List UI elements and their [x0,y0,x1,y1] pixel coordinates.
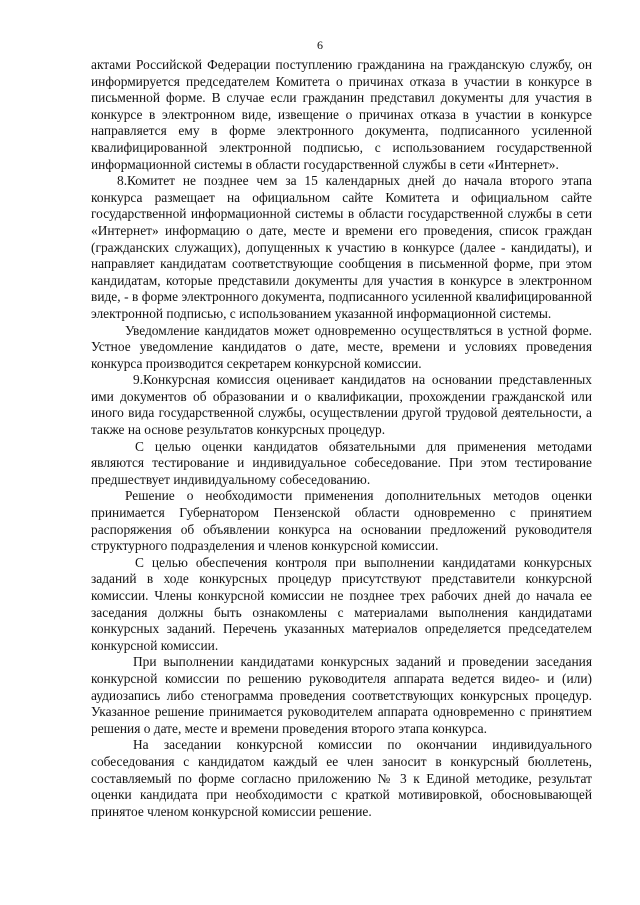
paragraph-notification: Уведомление кандидатов может одновременно осуществляться в устной форме. Устное уведомление кандидатов о дате, месте, времени и условиях проведения конкурса производится секретарем конкурсной комиссии. [91,322,592,371]
document-body [91,57,592,820]
page-number: 6 [317,38,323,52]
paragraph-recording: При выполнении кандидатами конкурсных заданий и проведении заседания конкурсной комиссии по решению руководителя аппарата ведется видео- и (или) аудиозапись либо стенограмма проведения соответствующих конкурсных процедур. Указанное решение принимается руководителем аппарата одновременно с принятием решения о дате, месте и времени проведения второго этапа конкурса. [91,654,592,736]
paragraph-item-9: 9.Конкурсная комиссия оценивает кандидатов на основании представленных ими документов об образовании и о квалификации, прохождении гражданской или иного вида государственной службы, осуществлении другой трудовой деятельности, а также на основе результатов конкурсных процедур. [91,372,592,438]
paragraph-evaluation-methods: С целью оценки кандидатов обязательными для применения методами являются тестирование и индивидуальное собеседование. При этом тестирование предшествует индивидуальному собеседованию. [91,438,592,487]
paragraph-ballot: На заседании конкурсной комиссии по окончании индивидуального собеседования с кандидатом каждый ее член заносит в конкурсный бюллетень, составляемый по форме согласно приложению № 3 к Единой методике, результат оценки кандидата при необходимости с краткой мотивировкой, обосновывающей принятое членом конкурсной комиссии решение. [91,737,592,819]
paragraph-control: С целью обеспечения контроля при выполнении кандидатами конкурсных заданий в ходе конкурсных процедур присутствуют представители конкурсной комиссии. Члены конкурсной комиссии не позднее трех рабочих дней до начала ее заседания должны быть ознакомлены с материалами выполнения кандидатами конкурсных заданий. Перечень указанных материалов определяется председателем конкурсной комиссии. [91,554,592,653]
paragraph-item-8: 8.Комитет не позднее чем за 15 календарных дней до начала второго этапа конкурса размещает на официальном сайте Комитета и официальном сайте государственной информационной системы в области государственной службы в сети «Интернет» информацию о дате, месте и времени его проведения, список граждан (гражданских служащих), допущенных к участию в конкурсе (далее - кандидаты), и направляет кандидатам соответствующие сообщения в письменной форме, при этом кандидатам, которые представили документы для участия в конкурсе в электронном виде, - в форме электронного документа, подписанного усиленной квалифицированной электронной подписью, с использованием указанной информационной системы. [91,173,592,321]
paragraph-continuation: актами Российской Федерации поступлению гражданина на гражданскую службу, он информируется председателем Комитета о причинах отказа в участии в конкурсе в письменной форме. В случае если гражданин представил документы для участия в конкурсе в электронном виде, извещение о причинах отказа в участии в конкурсе направляется ему в форме электронного документа, подписанного усиленной квалифицированной электронной подписью, с использованием государственной информационной системы в области государственной службы в сети «Интернет». [91,57,592,172]
paragraph-additional-methods: Решение о необходимости применения дополнительных методов оценки принимается Губернатором Пензенской области одновременно с принятием распоряжения об объявлении конкурса на основании предложений руководителя структурного подразделения и членов конкурсной комиссии. [91,488,592,554]
